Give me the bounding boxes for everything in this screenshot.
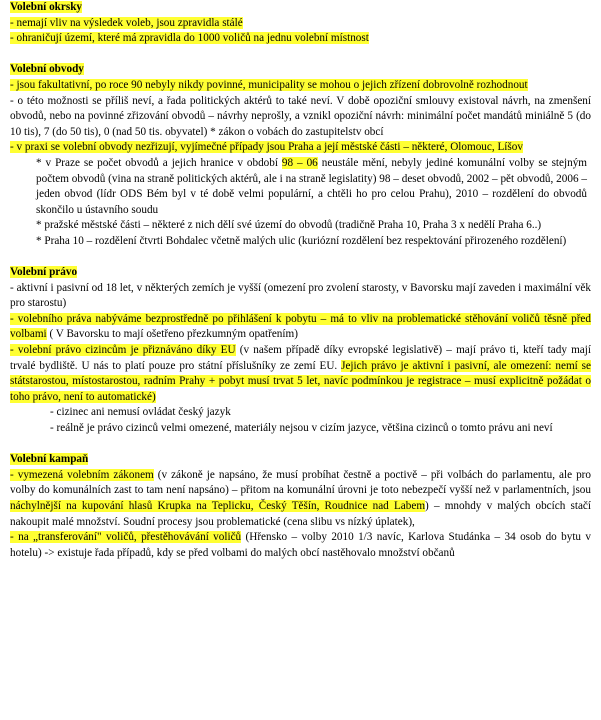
paragraph-indented: * Praha 10 – rozdělení čtvrti Bohdalec včetně malých ulic (kuriózní rozdělení bez respektování přirozeného rozdělení) <box>36 234 567 247</box>
paragraph: - o této možnosti se příliš neví, a řada politických aktérů to také neví. V době opoziční smlouvy existoval návrh, na zmenšení obvodů, nebo na povinné zřizování obvodů – návrhy neprošly, a vznikl opoziční návrh: minimální počet mandátů miniálně 5 (do 10 tis), 7 (do 50 tis), 0 (nad 50 tis. obyvatel) * zákon o vobách do zastupitelstv obcí <box>10 94 591 138</box>
paragraph: - ohraničují území, které má zpravidla do 1000 voličů na jednu volební místnost <box>10 32 369 45</box>
paragraph: - volebního práva nabýváme bezprostředně po přihlášení k pobytu – má to vliv na problematické stěhování voličů těsně před volbami ( V Bavorsku to mají ošetřeno přezkumným opatřením) <box>10 312 591 341</box>
paragraph-indented: * pražské městské části – některé z nich dělí své území do obvodů (tradičně Praha 10, Praha 3 x nedělí Praha 6..) <box>36 219 542 232</box>
section-heading: Volební právo <box>10 266 78 279</box>
paragraph: - jsou fakultativní, po roce 90 nebyly nikdy povinné, municipality se mohou o jejich zřízení dobrovolně rozhodnout <box>10 78 528 91</box>
section-volebni-obvody <box>10 62 591 249</box>
paragraph: - vymezená volebním zákonem (v zákoně je napsáno, že musí probíhat čestně a poctivě – při volbách do parlamentu, ale pro volby do komunálních zast to tam není napsáno) – přitom na komunální úrovni je toto nebezpečí vyšší než v parlamentních, jsou náchylnější na kupování hlasů Krupka na Teplicku, Český Těšín, Roudnice nad Labem) – mnohdy v malých obcích stačí nakoupit malé množství. Soudní procesy jsou problematické (cena slibu vs nízký úplatek), <box>10 468 591 528</box>
section-volebni-pravo <box>10 265 591 437</box>
spacer <box>10 437 591 453</box>
paragraph: - aktivní i pasivní od 18 let, v některých zemích je vyšší (omezení pro zvolení starosty, v Bavorsku mají zaveden i maximální věk pro starostu) <box>10 281 591 310</box>
section-heading: Volební obvody <box>10 63 84 76</box>
paragraph: - nemají vliv na výsledek voleb, jsou zpravidla stálé <box>10 16 243 29</box>
section-volebni-okrsky <box>10 0 591 47</box>
paragraph-indented: * v Praze se počet obvodů a jejich hranice v období 98 – 06 neustále mění, nebyly jediné komunální volby se stejným počtem obvodů (vina na straně politických aktérů, ale i na straně legislatity) 98 – deset obvodů, 2002 – pět obvodů, 2006 – jeden obvod (lídr ODS Bém byl v té době velmi populární, a chtěli ho pro celou Prahu), 2010 – rozdělení do obvodů skončilo u ústavního soudu <box>36 156 588 216</box>
paragraph: - volební právo cizincům je přiznáváno díky EU (v našem případě díky evropské legislativě) – mají právo ti, kteří tady mají trvalé bydliště. U nás to platí pouze pro státní příslušníky ze zemí EU. Jejich právo je aktivní i pasivní, ale omezení: nemí se státstarostou, místostarostou, radním Prahy + pobyt musí trvat 5 let, navíc podmínkou je registrace – musí explicitně požádat o toho právo, není to automatické) <box>10 344 591 403</box>
section-heading: Volební kampaň <box>10 453 89 466</box>
section-volebni-kampan <box>10 452 591 561</box>
spacer <box>10 250 591 266</box>
paragraph-indented: - cizinec ani nemusí ovládat český jazyk <box>50 406 231 419</box>
paragraph-indented: - reálně je právo cizinců velmi omezené, materiály nejsou v cizím jazyce, většina cizinců o tomto právu ani neví <box>50 422 553 435</box>
section-heading: Volební okrsky <box>10 1 83 13</box>
paragraph: - na „transferování" voličů, přestěhovávání voličů (Hřensko – volby 2010 1/3 navíc, Karlova Studánka – 34 osob do bytu v hotelu) -> existuje řada případů, kdy se před volbami do malých obcí nastěhovalo množství občanů <box>10 531 591 559</box>
paragraph: - v praxi se volební obvody nezřizují, vyjímečné případy jsou Praha a její městské části – některé, Olomouc, Líšov <box>10 141 523 154</box>
spacer <box>10 47 591 63</box>
